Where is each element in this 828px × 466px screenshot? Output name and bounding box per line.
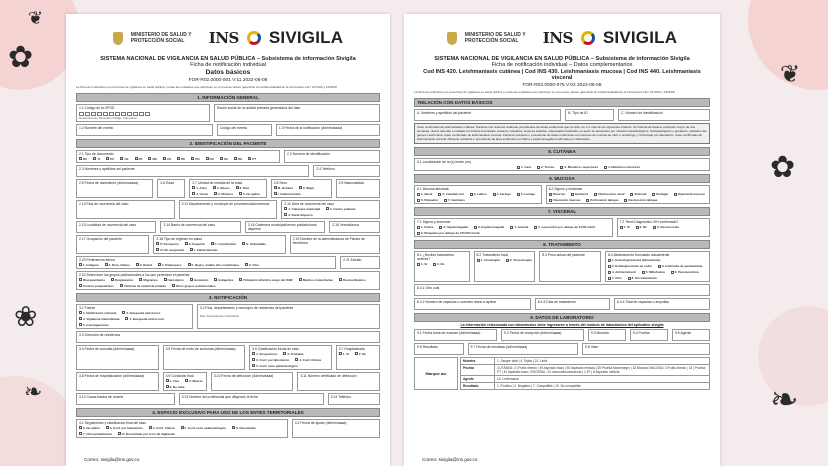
visceral-signs-field[interactable]: 7.1 Signos y síntomas 1. Fiebre 2. Hepatomegalia 3. Esplenomegalia 4. Anemia 5. Leucocitos por debajo de 5.000 /mm3 6. Plaquetas por debajo de 150.000 /mm3 <box>414 218 613 237</box>
address-field[interactable]: 3.3 Dirección de residencia <box>76 331 380 343</box>
sample-date-field[interactable]: 9.1 Fecha toma de examen (dd/mm/aaaa) <box>414 329 497 341</box>
sivigila-logo: SIVIGILA <box>268 28 344 47</box>
event-name-field[interactable]: 1.2 Nombre del evento <box>76 124 213 136</box>
sivigila-ring-icon <box>247 31 261 45</box>
residence-field[interactable]: 3.2 País, departamento y municipio de residencia del paciente País Departamento Municipio <box>197 304 380 329</box>
consult-date-field[interactable]: 3.4 Fecha de consulta (dd/mm/aaaa) <box>76 345 159 370</box>
phone-field[interactable]: 2.4 Teléfono <box>313 165 380 177</box>
confidentiality-note: La ficha de notificación es para fines de vigilancia en salud pública y todas las entidades que participen en el proceso deben garantizar la confidencialidad de la información LEY 1273/09 y 1266/08 <box>76 85 337 89</box>
total-capsules-field[interactable]: 8.4.4 Total de cápsulas o ampollas <box>614 298 710 310</box>
flower-icon: ✿ <box>770 150 796 185</box>
center-field[interactable]: 2.15 Cabecera municipal/centro poblado/rural disperso <box>245 221 325 233</box>
flower-icon: ❀ <box>14 300 38 333</box>
form-subtitle: Cod INS 420. Leishmaniasis cutánea | Cod INS 430. Leishmaniasis mucosa | Cod INS 440. Leishmaniasis visceral <box>423 69 701 81</box>
section-title: RELACIÓN CON DATOS BÁSICOS <box>414 98 710 107</box>
death-cause-field[interactable]: 3.12 Causa básica de muerte <box>76 393 175 405</box>
table-row: Muestra 1. Sangre total | 4. Tejido | 21. Linfa <box>463 359 547 364</box>
sample-field[interactable]: 9.3 Muestra <box>588 329 626 341</box>
leaf-icon: ❧ <box>770 380 799 420</box>
local-treatment-field[interactable]: 8.2 Tratamiento local 1. Crioterapia 2. Termoterapia <box>474 251 536 282</box>
population-groups-field[interactable]: 2.22 Seleccione los grupos poblacionales a los que pertenece el paciente Discapacitados Desplazados Migrantes Carcelarios Gestantes Indigentes Población infantil a cargo del ICBF Madres comunitarias Desmovilizados Centros psiquiátricos Víctimas de violencia armada Otros grupos poblacionales <box>76 271 380 290</box>
occupation-field[interactable]: 2.17 Ocupación del paciente <box>76 235 149 254</box>
ministry-logo: MINISTERIO DE SALUD Y PROTECCIÓN SOCIAL <box>464 32 526 44</box>
leaf-icon: ❧ <box>24 380 43 405</box>
footer-email[interactable]: Correo: sivigila@ins.gov.co <box>84 457 140 462</box>
coat-of-arms-icon <box>447 32 457 45</box>
professional-phone-field[interactable]: 3.14 Teléfono <box>328 393 380 405</box>
age-unit-field[interactable]: 2.7 Unidad de medida de la edad 1. Años 2. Meses 3. Días 4. Horas 5. Minutos 0. No aplica <box>189 179 266 198</box>
section-title: 8. TRATAMIENTO <box>414 240 710 249</box>
sivigila-logo: SIVIGILA <box>602 28 678 47</box>
document-type-field[interactable]: 2.1 Tipo de documento RC TI CC CE PA MS AS PE CN CD SC DE PT <box>76 150 280 163</box>
table-row: Resultado 1. Positivo | 2. Negativo | 7. Compatible | 10. No compatible <box>461 382 709 389</box>
agent-field[interactable]: 9.5 Agente <box>672 329 710 341</box>
professional-name-field[interactable]: 3.13 Nombre del profesional que diligenció la ficha <box>179 393 324 405</box>
leaf-icon: ❦ <box>28 8 44 29</box>
form-title: Ficha de notificación individual – Datos complementarios <box>491 62 633 68</box>
final-condition-field[interactable]: 3.9 Condición final 1. Vivo 2. Muerto 0. No sabe <box>163 372 207 391</box>
section-title: 9. DATOS DE LABORATORIO <box>414 313 710 322</box>
system-title: SISTEMA NACIONAL DE VIGILANCIA EN SALUD PÚBLICA – Subsistema de información Sivigila <box>100 56 356 62</box>
symptom-date-field[interactable]: 3.5 Fecha de inicio de síntomas (dd/mm/aaaa) <box>163 345 246 370</box>
locality-field[interactable]: 2.13 Localidad de ocurrencia del caso <box>76 221 156 233</box>
occurrence-area-field[interactable]: 2.12 Área de ocurrencia del caso 1. Cabecera municipal 2. Centro poblado 3. Rural disperso <box>281 200 380 219</box>
sex-field[interactable]: 2.8 Sexo M. Hombre F. Mujer I. Indeterminado <box>271 179 332 198</box>
occurrence-municipality-field[interactable]: 2.11 Departamento y municipio de procedencia/ocurrencia <box>179 200 278 219</box>
final-classification-field[interactable]: 4.1 Seguimiento y clasificación final del caso 0. No aplica 3. Conf. por laboratorio 4. Conf. Clínica 5. Conf. nexo epidemiológico 6. Descartado 7. Otra actualización D. Descartado por error de digitación <box>76 419 288 438</box>
test-field[interactable]: 9.4 Prueba <box>630 329 668 341</box>
hospitalized-field[interactable]: 3.7 Hospitalizado 1. Sí 2. No <box>336 345 380 370</box>
lab-note: La información relacionada con laboratorios debe ingresarse a través del módulo de laboratorios del aplicativo sivigila <box>460 323 664 328</box>
header-logos <box>414 24 710 52</box>
section-title: 1. INFORMACIÓN GENERAL <box>76 93 380 102</box>
leaf-icon: ❦ <box>780 60 801 88</box>
section-title: 3. NOTIFICACIÓN <box>76 293 380 302</box>
previous-treatment-field[interactable]: 8.1 ¿Recibió tratamiento anterior? 1. Sí 2. No <box>414 251 470 282</box>
form-page-datos-complementarios <box>404 14 720 466</box>
weight-field[interactable]: 8.3 Peso actual del paciente <box>539 251 601 282</box>
age-field[interactable]: 2.6 Edad <box>157 179 185 198</box>
confidentiality-note: La ficha de notificación es para fines de vigilancia en salud pública y todas las entidades que participen en el proceso deben garantizar la confidencialidad de la información LEY 1273/09 y 1266/08 <box>414 90 675 94</box>
form-title: Ficha de notificación individual <box>190 62 266 68</box>
section-title: 2. IDENTIFICACIÓN DEL PACIENTE <box>76 139 380 148</box>
coat-of-arms-icon <box>113 32 123 45</box>
mucosa-signs-field[interactable]: 6.2 Signos y síntomas Rinorrea Epistaxis Obstrucción nasal Disfonía Disfagia Hiperemia mucosa Ulceración mucosa Perforación tabique Destrucción tabique <box>546 185 710 204</box>
death-certificate-field[interactable]: 3.11 Número certificado de defunción <box>297 372 380 391</box>
hiv-diagnosis-field[interactable]: 7.2 Tiene Diagnóstico VIH confirmado? 1. Sí 2. No 3. Desconocido <box>617 218 711 237</box>
ethnicity-field[interactable]: 2.20 Pertenencia étnica 1. Indígena 2. Rom, Gitano 3. Raizal 4. Palenquero 5. Negro, mulato afro colombiano 6. Otro <box>76 256 336 269</box>
nationality-field[interactable]: 2.9 Nacionalidad <box>336 179 380 198</box>
result-field[interactable]: 9.6 Resultado <box>414 343 464 355</box>
value-field[interactable]: 9.8 Valor <box>582 343 710 355</box>
form-subtitle: Datos básicos <box>205 69 251 76</box>
patient-name-field[interactable]: 2.3 Nombres y apellidos del paciente <box>76 165 309 177</box>
upgd-name-field[interactable]: Razón social de la unidad primaria generadora del dato <box>214 104 380 122</box>
treatment-days-field[interactable]: 8.4.3 Días de tratamiento <box>535 298 610 310</box>
birth-date-field[interactable]: 2.5 Fecha de nacimiento (dd/mm/aaaa) <box>76 179 153 198</box>
stratum-field[interactable]: 2.21 Estrato <box>340 256 380 269</box>
source-field[interactable]: 3.1 Fuente 1. Notificación rutinaria 2. Búsqueda activa Inst. 3. Vigilancia intensificada 4. Búsqueda activa com. 5. Investigaciones <box>76 304 193 329</box>
health-regime-field[interactable]: 2.18 Tipo de régimen en salud P. Excepción E. Especial C. Contributivo S. Subsidiado N. No asegurado I. Indeterminado <box>153 235 285 254</box>
event-code-field[interactable]: Código del evento <box>217 124 272 136</box>
daily-dose-field[interactable]: 8.4.2 Número de cápsulas o volumen diario a aplicar <box>414 298 531 310</box>
table-row: Agente 14. Leishmania <box>461 375 709 382</box>
header-logos <box>76 24 380 52</box>
ins-logo: INS <box>208 29 239 47</box>
lesion-location-field[interactable]: 5.1 Localización de la (s) lesión (es) 1. Cara 2. Tronco 3. Miembros superiores 4. Miembros inferiores <box>414 158 710 171</box>
medication-field[interactable]: 8.4 Medicamento formulado actualmente 1. N-metil glucamina (Glucantime) 2. Estibogluconato de sodio 3. Isetionato de pentamidina 4. Anfotericina B 5. Miltefosina 6. Paromomicina 7. Otro 8. Sin tratamiento <box>605 251 710 282</box>
flower-icon: ✿ <box>8 40 34 75</box>
mark-legend: Marque así <box>414 357 458 390</box>
section-title: 5. CUTÁNEA <box>414 147 710 156</box>
insurer-field[interactable]: 2.19 Nombre de la administradora de Planes de beneficios <box>290 235 380 254</box>
section-title: 7. VISCERAL <box>414 207 710 216</box>
footer-email[interactable]: Correo: sivigila@ins.gov.co <box>422 457 478 462</box>
initial-classification-field[interactable]: 3.6 Clasificación inicial de caso 1. Sospechoso 2. Probable 3. Conf. por laboratorio 4. Conf. Clínica 5. Conf. nexo epidemiológico <box>249 345 332 370</box>
other-medication-field[interactable]: 8.4.1 Otro cuál <box>414 284 710 296</box>
ministry-logo: MINISTERIO DE SALUD Y PROTECCIÓN SOCIAL <box>130 32 192 44</box>
result-date-field[interactable]: 9.7 Fecha de resultado (dd/mm/aaaa) <box>468 343 579 355</box>
occurrence-country-field[interactable]: 2.10 País de ocurrencia del caso <box>76 200 175 219</box>
neighborhood-field[interactable]: 2.14 Barrio de ocurrencia del caso <box>160 221 240 233</box>
system-title: SISTEMA NACIONAL DE VIGILANCIA EN SALUD PÚBLICA – Subsistema de información Sivigila <box>434 56 690 62</box>
reception-date-field[interactable]: 9.2 Fecha de recepción (dd/mm/aaaa) <box>501 329 584 341</box>
sivigila-ring-icon <box>581 31 595 45</box>
form-code: FOR-R02.0000-075 V:02 2022-06-08 <box>522 83 602 88</box>
section-title: 4. ESPACIO EXCLUSIVO PARA USO DE LOS ENTES TERRITORIALES <box>76 408 380 417</box>
form-code: FOR-R02.0000-001 V:11 2022-06-08 <box>188 78 268 83</box>
form-page-datos-basicos <box>66 14 390 466</box>
death-date-field[interactable]: 3.10 Fecha de defunción (dd/mm/aaaa) <box>211 372 294 391</box>
hospitalization-date-field[interactable]: 3.8 Fecha de hospitalización (dd/mm/aaaa) <box>76 372 159 391</box>
ins-logo: INS <box>542 29 573 47</box>
case-definition-box: Caso confirmado de leishmaniasis cutánea: Paciente con lesiones cutáneas procedentes de áreas endémicas que cumple con 2 o más de los siguientes criterios: sin historia de trauma, evolución mayor de dos semanas, úlcera redonda u ovalada con bordes levantados, lesiones nodulares, lesiones satélites, adenopatía localizada, en quien se demuestre por métodos parasitológicos, histopatológicos o genéticos, parásitos del género Leishmania. Caso confirmado de leishmaniasis mucosa: Paciente residente o procedente de áreas endémicas con lesiones de mucosa de nariz u orofaringe y confirmado por laboratorio. Caso confirmado de leishmaniasis visceral: Paciente residente o procedente de área endémica con fiebre y esplenomegalia confirmado por laboratorio. <box>414 123 710 145</box>
id-number-field[interactable]: C. Número de identificación <box>618 109 710 121</box>
patient-name-field[interactable]: A. Nombres y apellidos del paciente <box>414 109 561 121</box>
id-type-field[interactable]: B. Tipo de ID <box>565 109 614 121</box>
upgd-code-field[interactable]: 1.1 Código de la UPGD Departamento Municipio Código Sub-Índice <box>76 104 210 122</box>
notification-date-field[interactable]: 1.3 Fecha de la notificación (dd/mm/aaaa) <box>276 124 380 136</box>
id-number-field[interactable]: 2.2 Número de identificación <box>284 150 380 163</box>
section-title: 6. MUCOSA <box>414 174 710 183</box>
affected-mucosa-field[interactable]: 6.1 Mucosa afectada 1. Nasal 2. Cavidad oral 3. Labios 4. Faringe 5. Laringe 6. Párpados 7. Genitales <box>414 185 542 204</box>
vereda-field[interactable]: 2.16 Vereda/zona <box>329 221 380 233</box>
adjust-date-field[interactable]: 4.2 Fecha de ajuste (dd/mm/aaaa) <box>292 419 380 438</box>
lab-codes-table <box>460 357 710 390</box>
table-row: Prueba CUTÁNEA: 3 | Frotis directo | 49 Aspirado bazo | 50 Aspirado médula | 35 Prueba Montenegro | 32 Biopsia; MUCOSA: 3 Frotis directo | 32 | Prueba PT | 42 Aspirado bazo; VISCERAL: 20 Inmunofluorescencia | 1 IFI | 8 Aspirado médula <box>461 364 709 375</box>
